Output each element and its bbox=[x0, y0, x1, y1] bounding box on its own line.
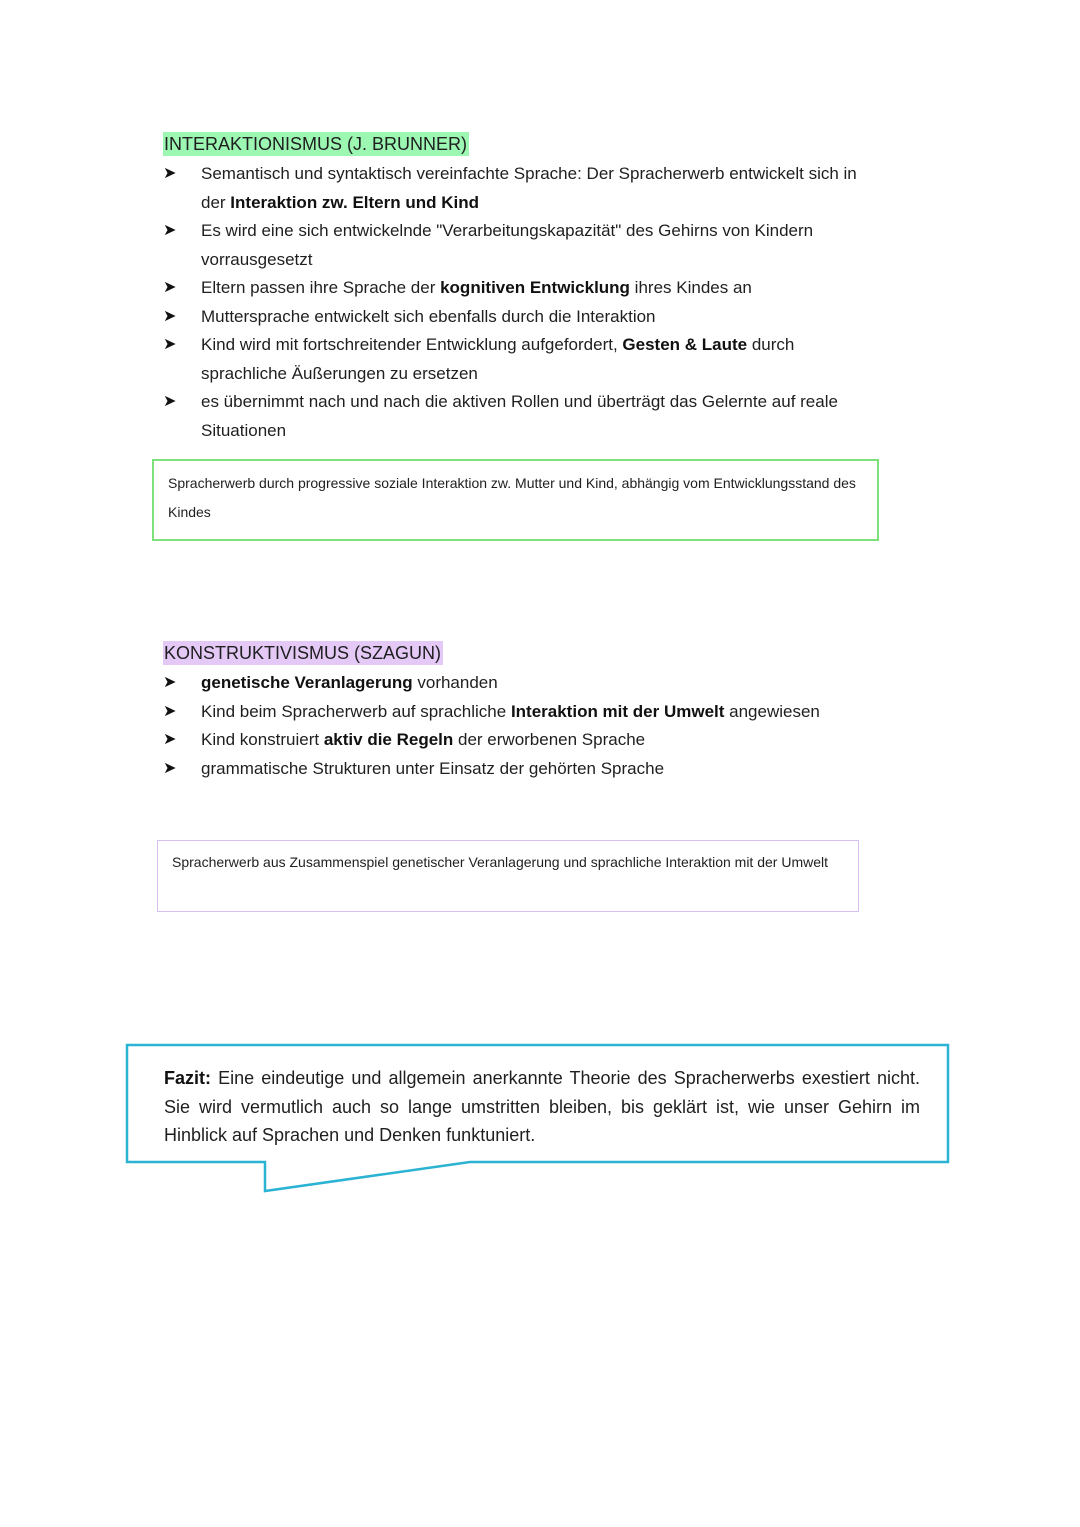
bold-text: Interaktion mit der Umwelt bbox=[510, 701, 725, 721]
bold-text: genetische Veranlagerung bbox=[201, 673, 413, 692]
section-heading-konstruktivismus: KONSTRUKTIVISMUS (SZAGUN) bbox=[164, 643, 442, 663]
text: der erworbenen Sprache bbox=[453, 730, 646, 749]
arrowhead-bullet-icon: ➤ bbox=[163, 307, 177, 325]
arrowhead-bullet-icon: ➤ bbox=[163, 222, 177, 239]
arrowhead-bullet-icon: ➤ bbox=[163, 674, 177, 691]
text: Es wird eine sich entwickelnde "Verarbeitungskapazität" des Gehirns von Kindern vorrausgesetzt bbox=[201, 221, 814, 269]
arrowhead-bullet-icon: ➤ bbox=[163, 702, 177, 720]
text: es übernimmt nach und nach die aktiven Rollen und überträgt das Gelernte auf reale Situationen bbox=[201, 392, 838, 440]
text: Kind wird mit fortschreitender Entwicklung aufgefordert, bbox=[201, 335, 623, 354]
fazit-label: Fazit: bbox=[164, 1068, 211, 1088]
text: Eltern passen ihre Sprache der bbox=[201, 278, 441, 297]
text: grammatische Strukturen unter Einsatz der gehörten Sprache bbox=[201, 758, 665, 778]
arrowhead-bullet-icon: ➤ bbox=[163, 279, 177, 296]
arrowhead-bullet-icon: ➤ bbox=[163, 165, 177, 182]
fazit-body: Eine eindeutige und allgemein anerkannte Theorie des Spracherwerbs exestiert nicht. Sie wird vermutlich auch so lange umstritten bleiben, bis geklärt ist, wie unser Gehirn im Hinblick auf Sprachen und Denken funktuniert. bbox=[164, 1068, 920, 1145]
bold-text: Gesten & Laute bbox=[622, 335, 748, 354]
arrowhead-bullet-icon: ➤ bbox=[163, 336, 177, 353]
fazit-paragraph bbox=[164, 1064, 920, 1150]
text: angewiesen bbox=[724, 701, 820, 721]
bold-text: aktiv die Regeln bbox=[323, 730, 454, 749]
text: ihres Kindes an bbox=[629, 278, 752, 297]
text: Kind konstruiert bbox=[201, 730, 324, 749]
summary-box-interaktionismus: Spracherwerb durch progressive soziale Interaktion zw. Mutter und Kind, abhängig vom Entwicklungsstand des Kindes bbox=[152, 459, 879, 541]
arrowhead-bullet-icon: ➤ bbox=[163, 759, 177, 777]
arrowhead-bullet-icon: ➤ bbox=[163, 393, 177, 410]
summary-box-konstruktivismus: Spracherwerb aus Zusammenspiel genetischer Veranlagerung und sprachliche Interaktion mit der Umwelt bbox=[157, 840, 859, 912]
text: vorhanden bbox=[412, 673, 498, 692]
bold-text: Interaktion zw. Eltern und Kind bbox=[230, 192, 480, 212]
text: Kind beim Spracherwerb auf sprachliche bbox=[201, 701, 511, 721]
text: Muttersprache entwickelt sich ebenfalls durch die Interaktion bbox=[201, 306, 656, 326]
bold-text: kognitiven Entwicklung bbox=[440, 278, 630, 297]
section-heading-interaktionismus: INTERAKTIONISMUS (J. BRUNNER) bbox=[164, 134, 468, 154]
text: Semantisch und syntaktisch vereinfachte Sprache: Der Spracherwerb entwickelt sich in der bbox=[201, 164, 857, 212]
arrowhead-bullet-icon: ➤ bbox=[163, 731, 177, 748]
text: durch sprachliche Äußerungen zu ersetzen bbox=[201, 335, 795, 383]
